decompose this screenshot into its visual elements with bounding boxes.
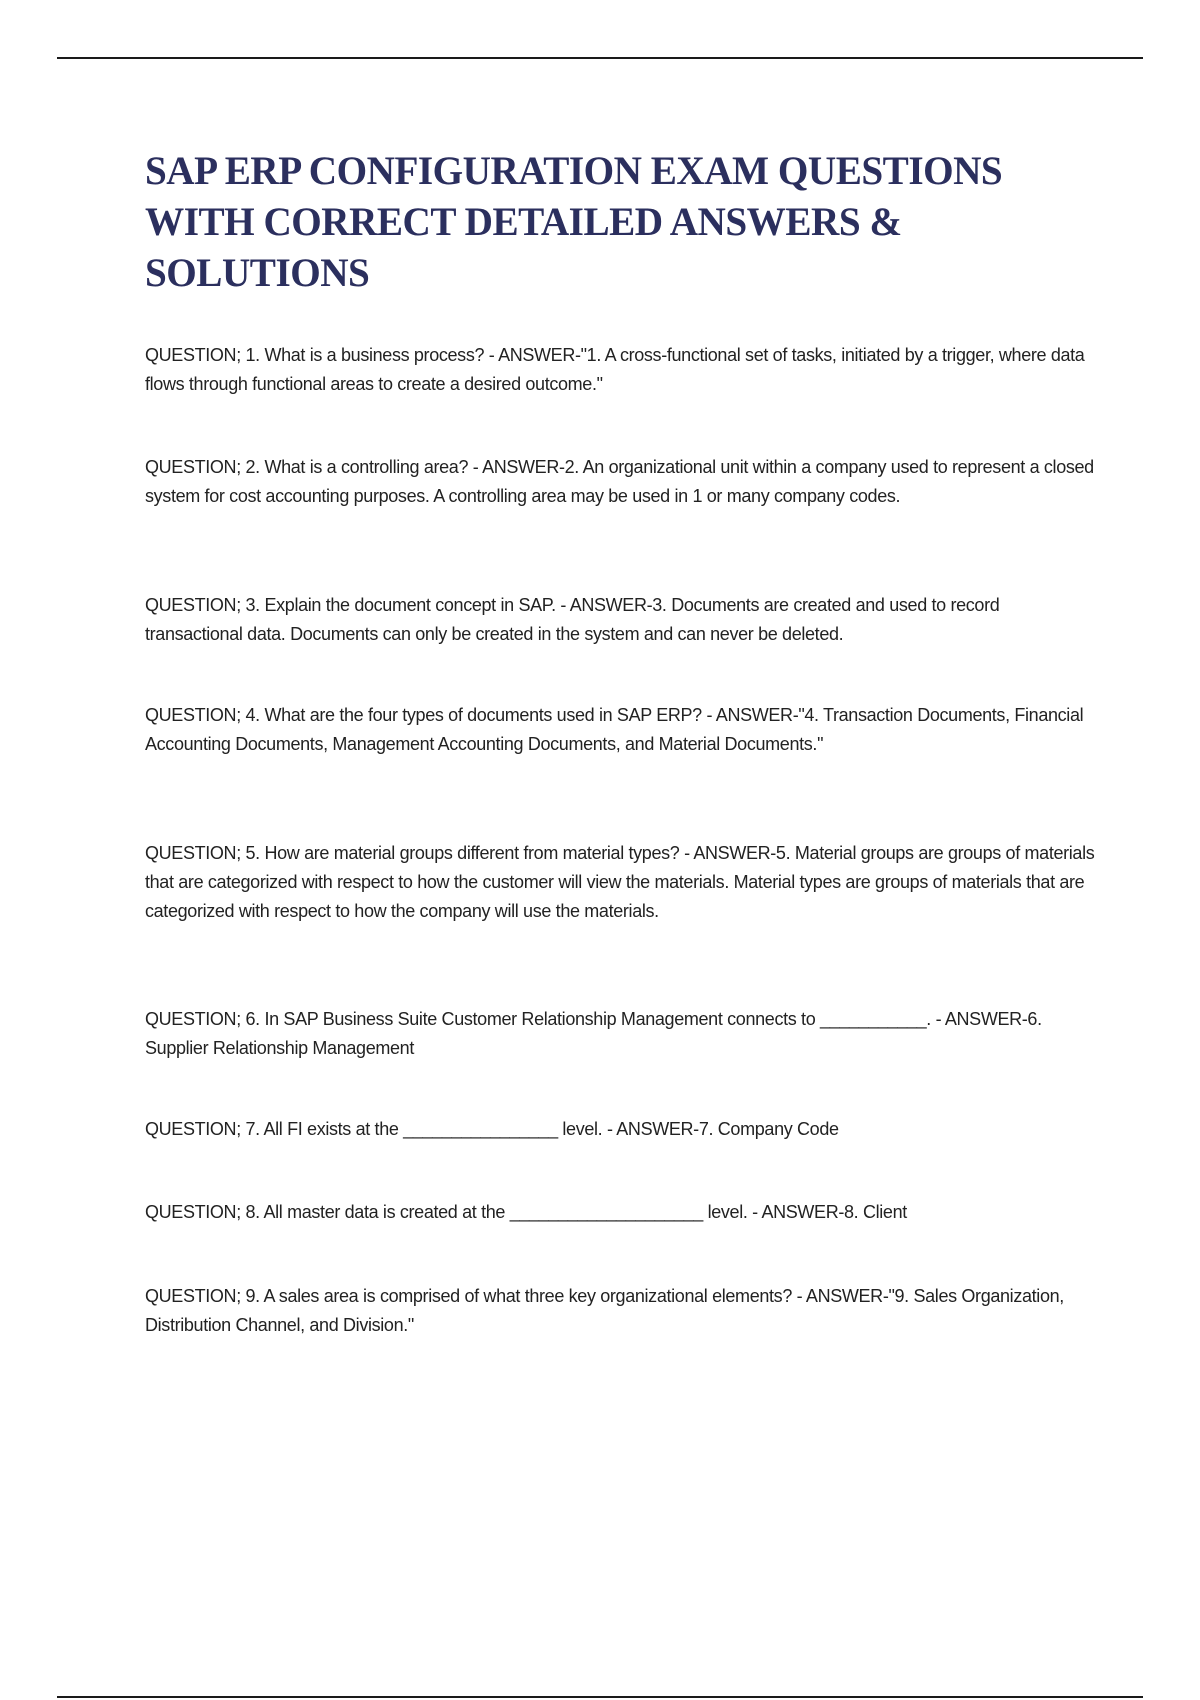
top-rule xyxy=(57,57,1143,59)
qa-item-9: QUESTION; 9. A sales area is comprised of what three key organizational elements? - ANSWER-"9. Sales Organization, Distribution Channel, and Division." xyxy=(145,1286,1064,1335)
qa-item-1: QUESTION; 1. What is a business process? - ANSWER-"1. A cross-functional set of tasks, initiated by a trigger, where data flows through functional areas to create a desired outcome." xyxy=(145,345,1085,394)
qa-item-8: QUESTION; 8. All master data is created at the ____________________ level. - ANSWER-8. Client xyxy=(145,1202,907,1222)
qa-item-4: QUESTION; 4. What are the four types of documents used in SAP ERP? - ANSWER-"4. Transaction Documents, Financial Accounting Documents, Management Accounting Documents, and Material Documents." xyxy=(145,705,1084,754)
qa-item-3: QUESTION; 3. Explain the document concept in SAP. - ANSWER-3. Documents are created and used to record transactional data. Documents can only be created in the system and can never be deleted. xyxy=(145,595,1000,644)
bottom-rule xyxy=(57,1696,1143,1698)
qa-item-5: QUESTION; 5. How are material groups different from material types? - ANSWER-5. Material groups are groups of materials that are categorized with respect to how the customer will view the materials. Material types are groups of materials that are categorized with respect to how the company will use the materials. xyxy=(145,843,1095,921)
document-title: SAP ERP CONFIGURATION EXAM QUESTIONS WITH CORRECT DETAILED ANSWERS & SOLUTIONS xyxy=(145,148,1003,295)
qa-item-7: QUESTION; 7. All FI exists at the ________________ level. - ANSWER-7. Company Code xyxy=(145,1119,839,1139)
qa-item-6: QUESTION; 6. In SAP Business Suite Customer Relationship Management connects to ___________. - ANSWER-6. Supplier Relationship Management xyxy=(145,1009,1042,1058)
qa-item-2: QUESTION; 2. What is a controlling area? - ANSWER-2. An organizational unit within a company used to represent a closed system for cost accounting purposes. A controlling area may be used in 1 or many company codes. xyxy=(145,457,1094,506)
